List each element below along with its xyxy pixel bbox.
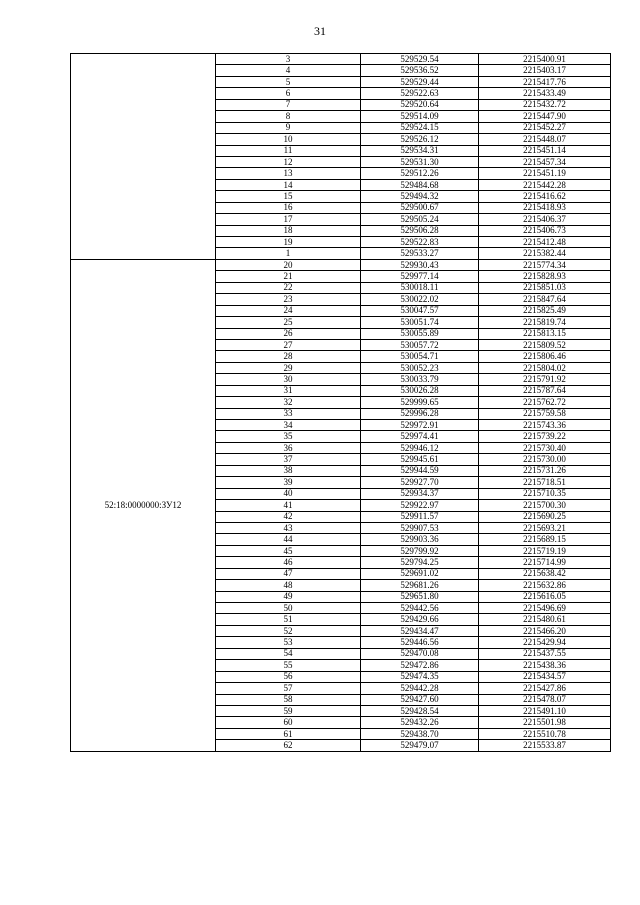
point-number-cell: 36 bbox=[216, 442, 361, 453]
x-coordinate-cell: 529977.14 bbox=[361, 271, 479, 282]
x-coordinate-cell: 529533.27 bbox=[361, 248, 479, 259]
x-coordinate-cell: 529927.70 bbox=[361, 477, 479, 488]
y-coordinate-cell: 2215412.48 bbox=[479, 237, 611, 248]
point-number-cell: 53 bbox=[216, 637, 361, 648]
point-number-cell: 14 bbox=[216, 179, 361, 190]
y-coordinate-cell: 2215400.91 bbox=[479, 54, 611, 65]
point-number-cell: 57 bbox=[216, 683, 361, 694]
y-coordinate-cell: 2215616.05 bbox=[479, 591, 611, 602]
x-coordinate-cell: 529529.54 bbox=[361, 54, 479, 65]
y-coordinate-cell: 2215418.93 bbox=[479, 202, 611, 213]
x-coordinate-cell: 529494.32 bbox=[361, 191, 479, 202]
point-number-cell: 28 bbox=[216, 351, 361, 362]
x-coordinate-cell: 529946.12 bbox=[361, 442, 479, 453]
x-coordinate-cell: 529922.97 bbox=[361, 500, 479, 511]
x-coordinate-cell: 529438.70 bbox=[361, 728, 479, 739]
point-number-cell: 12 bbox=[216, 156, 361, 167]
y-coordinate-cell: 2215710.35 bbox=[479, 488, 611, 499]
point-number-cell: 41 bbox=[216, 500, 361, 511]
y-coordinate-cell: 2215804.02 bbox=[479, 362, 611, 373]
y-coordinate-cell: 2215480.61 bbox=[479, 614, 611, 625]
y-coordinate-cell: 2215718.51 bbox=[479, 477, 611, 488]
y-coordinate-cell: 2215739.22 bbox=[479, 431, 611, 442]
x-coordinate-cell: 529794.25 bbox=[361, 557, 479, 568]
x-coordinate-cell: 529472.86 bbox=[361, 660, 479, 671]
x-coordinate-cell: 529442.28 bbox=[361, 683, 479, 694]
point-number-cell: 11 bbox=[216, 145, 361, 156]
point-number-cell: 34 bbox=[216, 420, 361, 431]
y-coordinate-cell: 2215774.34 bbox=[479, 259, 611, 270]
x-coordinate-cell: 530047.57 bbox=[361, 305, 479, 316]
x-coordinate-cell: 529907.53 bbox=[361, 522, 479, 533]
point-number-cell: 45 bbox=[216, 545, 361, 556]
x-coordinate-cell: 529479.07 bbox=[361, 740, 479, 751]
y-coordinate-cell: 2215403.17 bbox=[479, 65, 611, 76]
y-coordinate-cell: 2215533.87 bbox=[479, 740, 611, 751]
y-coordinate-cell: 2215806.46 bbox=[479, 351, 611, 362]
y-coordinate-cell: 2215451.19 bbox=[479, 168, 611, 179]
point-number-cell: 31 bbox=[216, 385, 361, 396]
point-number-cell: 18 bbox=[216, 225, 361, 236]
x-coordinate-cell: 529944.59 bbox=[361, 465, 479, 476]
y-coordinate-cell: 2215759.58 bbox=[479, 408, 611, 419]
y-coordinate-cell: 2215501.98 bbox=[479, 717, 611, 728]
y-coordinate-cell: 2215496.69 bbox=[479, 603, 611, 614]
x-coordinate-cell: 529531.30 bbox=[361, 156, 479, 167]
x-coordinate-cell: 529524.15 bbox=[361, 122, 479, 133]
point-number-cell: 30 bbox=[216, 374, 361, 385]
x-coordinate-cell: 529514.09 bbox=[361, 111, 479, 122]
table-row bbox=[71, 259, 611, 270]
x-coordinate-cell: 529974.41 bbox=[361, 431, 479, 442]
y-coordinate-cell: 2215791.92 bbox=[479, 374, 611, 385]
point-number-cell: 19 bbox=[216, 237, 361, 248]
point-number-cell: 7 bbox=[216, 99, 361, 110]
y-coordinate-cell: 2215828.93 bbox=[479, 271, 611, 282]
point-number-cell: 40 bbox=[216, 488, 361, 499]
x-coordinate-cell: 529512.26 bbox=[361, 168, 479, 179]
x-coordinate-cell: 529474.35 bbox=[361, 671, 479, 682]
y-coordinate-cell: 2215433.49 bbox=[479, 88, 611, 99]
x-coordinate-cell: 530057.72 bbox=[361, 339, 479, 350]
point-number-cell: 48 bbox=[216, 580, 361, 591]
x-coordinate-cell: 529651.80 bbox=[361, 591, 479, 602]
x-coordinate-cell: 529428.54 bbox=[361, 705, 479, 716]
parcel-cadastral-number bbox=[71, 54, 216, 260]
x-coordinate-cell: 529681.26 bbox=[361, 580, 479, 591]
point-number-cell: 43 bbox=[216, 522, 361, 533]
y-coordinate-cell: 2215451.14 bbox=[479, 145, 611, 156]
y-coordinate-cell: 2215438.36 bbox=[479, 660, 611, 671]
y-coordinate-cell: 2215689.15 bbox=[479, 534, 611, 545]
y-coordinate-cell: 2215690.25 bbox=[479, 511, 611, 522]
x-coordinate-cell: 529522.83 bbox=[361, 237, 479, 248]
x-coordinate-cell: 530055.89 bbox=[361, 328, 479, 339]
point-number-cell: 5 bbox=[216, 76, 361, 87]
point-number-cell: 38 bbox=[216, 465, 361, 476]
y-coordinate-cell: 2215432.72 bbox=[479, 99, 611, 110]
x-coordinate-cell: 529999.65 bbox=[361, 397, 479, 408]
x-coordinate-cell: 529526.12 bbox=[361, 134, 479, 145]
point-number-cell: 3 bbox=[216, 54, 361, 65]
point-number-cell: 24 bbox=[216, 305, 361, 316]
y-coordinate-cell: 2215819.74 bbox=[479, 317, 611, 328]
coordinates-table-body bbox=[71, 54, 611, 752]
x-coordinate-cell: 529500.67 bbox=[361, 202, 479, 213]
point-number-cell: 59 bbox=[216, 705, 361, 716]
y-coordinate-cell: 2215427.86 bbox=[479, 683, 611, 694]
x-coordinate-cell: 529536.52 bbox=[361, 65, 479, 76]
x-coordinate-cell: 529470.08 bbox=[361, 648, 479, 659]
x-coordinate-cell: 529911.57 bbox=[361, 511, 479, 522]
y-coordinate-cell: 2215638.42 bbox=[479, 568, 611, 579]
point-number-cell: 27 bbox=[216, 339, 361, 350]
y-coordinate-cell: 2215457.34 bbox=[479, 156, 611, 167]
x-coordinate-cell: 529434.47 bbox=[361, 625, 479, 636]
point-number-cell: 8 bbox=[216, 111, 361, 122]
point-number-cell: 49 bbox=[216, 591, 361, 602]
point-number-cell: 58 bbox=[216, 694, 361, 705]
x-coordinate-cell: 530018.11 bbox=[361, 282, 479, 293]
point-number-cell: 32 bbox=[216, 397, 361, 408]
y-coordinate-cell: 2215851.03 bbox=[479, 282, 611, 293]
y-coordinate-cell: 2215719.19 bbox=[479, 545, 611, 556]
point-number-cell: 29 bbox=[216, 362, 361, 373]
point-number-cell: 16 bbox=[216, 202, 361, 213]
x-coordinate-cell: 530054.71 bbox=[361, 351, 479, 362]
point-number-cell: 15 bbox=[216, 191, 361, 202]
point-number-cell: 51 bbox=[216, 614, 361, 625]
y-coordinate-cell: 2215743.36 bbox=[479, 420, 611, 431]
point-number-cell: 52 bbox=[216, 625, 361, 636]
y-coordinate-cell: 2215434.57 bbox=[479, 671, 611, 682]
y-coordinate-cell: 2215417.76 bbox=[479, 76, 611, 87]
x-coordinate-cell: 529930.43 bbox=[361, 259, 479, 270]
y-coordinate-cell: 2215416.62 bbox=[479, 191, 611, 202]
point-number-cell: 10 bbox=[216, 134, 361, 145]
y-coordinate-cell: 2215787.64 bbox=[479, 385, 611, 396]
page-number: 31 bbox=[314, 24, 326, 38]
x-coordinate-cell: 530033.79 bbox=[361, 374, 479, 385]
point-number-cell: 62 bbox=[216, 740, 361, 751]
y-coordinate-cell: 2215510.78 bbox=[479, 728, 611, 739]
y-coordinate-cell: 2215448.07 bbox=[479, 134, 611, 145]
x-coordinate-cell: 529799.92 bbox=[361, 545, 479, 556]
x-coordinate-cell: 529972.91 bbox=[361, 420, 479, 431]
point-number-cell: 54 bbox=[216, 648, 361, 659]
point-number-cell: 35 bbox=[216, 431, 361, 442]
x-coordinate-cell: 529529.44 bbox=[361, 76, 479, 87]
point-number-cell: 55 bbox=[216, 660, 361, 671]
point-number-cell: 42 bbox=[216, 511, 361, 522]
y-coordinate-cell: 2215466.20 bbox=[479, 625, 611, 636]
x-coordinate-cell: 529427.60 bbox=[361, 694, 479, 705]
x-coordinate-cell: 529446.56 bbox=[361, 637, 479, 648]
y-coordinate-cell: 2215714.99 bbox=[479, 557, 611, 568]
point-number-cell: 39 bbox=[216, 477, 361, 488]
point-number-cell: 9 bbox=[216, 122, 361, 133]
point-number-cell: 47 bbox=[216, 568, 361, 579]
y-coordinate-cell: 2215813.15 bbox=[479, 328, 611, 339]
x-coordinate-cell: 529934.37 bbox=[361, 488, 479, 499]
point-number-cell: 37 bbox=[216, 454, 361, 465]
x-coordinate-cell: 529903.36 bbox=[361, 534, 479, 545]
point-number-cell: 1 bbox=[216, 248, 361, 259]
x-coordinate-cell: 529484.68 bbox=[361, 179, 479, 190]
y-coordinate-cell: 2215447.90 bbox=[479, 111, 611, 122]
x-coordinate-cell: 530051.74 bbox=[361, 317, 479, 328]
y-coordinate-cell: 2215809.52 bbox=[479, 339, 611, 350]
point-number-cell: 21 bbox=[216, 271, 361, 282]
x-coordinate-cell: 529996.28 bbox=[361, 408, 479, 419]
y-coordinate-cell: 2215491.10 bbox=[479, 705, 611, 716]
x-coordinate-cell: 529691.02 bbox=[361, 568, 479, 579]
point-number-cell: 33 bbox=[216, 408, 361, 419]
y-coordinate-cell: 2215452.27 bbox=[479, 122, 611, 133]
y-coordinate-cell: 2215847.64 bbox=[479, 294, 611, 305]
x-coordinate-cell: 530026.28 bbox=[361, 385, 479, 396]
point-number-cell: 26 bbox=[216, 328, 361, 339]
point-number-cell: 6 bbox=[216, 88, 361, 99]
coordinates-table bbox=[70, 53, 611, 752]
y-coordinate-cell: 2215406.73 bbox=[479, 225, 611, 236]
point-number-cell: 4 bbox=[216, 65, 361, 76]
x-coordinate-cell: 529522.63 bbox=[361, 88, 479, 99]
y-coordinate-cell: 2215406.37 bbox=[479, 214, 611, 225]
x-coordinate-cell: 529432.26 bbox=[361, 717, 479, 728]
point-number-cell: 17 bbox=[216, 214, 361, 225]
x-coordinate-cell: 530022.02 bbox=[361, 294, 479, 305]
y-coordinate-cell: 2215478.07 bbox=[479, 694, 611, 705]
y-coordinate-cell: 2215730.00 bbox=[479, 454, 611, 465]
x-coordinate-cell: 529505.24 bbox=[361, 214, 479, 225]
x-coordinate-cell: 529429.66 bbox=[361, 614, 479, 625]
point-number-cell: 25 bbox=[216, 317, 361, 328]
y-coordinate-cell: 2215437.55 bbox=[479, 648, 611, 659]
x-coordinate-cell: 529534.31 bbox=[361, 145, 479, 156]
table-row bbox=[71, 54, 611, 65]
y-coordinate-cell: 2215825.49 bbox=[479, 305, 611, 316]
y-coordinate-cell: 2215382.44 bbox=[479, 248, 611, 259]
point-number-cell: 46 bbox=[216, 557, 361, 568]
point-number-cell: 13 bbox=[216, 168, 361, 179]
point-number-cell: 22 bbox=[216, 282, 361, 293]
y-coordinate-cell: 2215632.86 bbox=[479, 580, 611, 591]
point-number-cell: 61 bbox=[216, 728, 361, 739]
x-coordinate-cell: 529520.64 bbox=[361, 99, 479, 110]
point-number-cell: 20 bbox=[216, 259, 361, 270]
y-coordinate-cell: 2215762.72 bbox=[479, 397, 611, 408]
y-coordinate-cell: 2215731.26 bbox=[479, 465, 611, 476]
y-coordinate-cell: 2215429.94 bbox=[479, 637, 611, 648]
y-coordinate-cell: 2215700.30 bbox=[479, 500, 611, 511]
point-number-cell: 50 bbox=[216, 603, 361, 614]
y-coordinate-cell: 2215442.28 bbox=[479, 179, 611, 190]
x-coordinate-cell: 529945.61 bbox=[361, 454, 479, 465]
point-number-cell: 44 bbox=[216, 534, 361, 545]
point-number-cell: 60 bbox=[216, 717, 361, 728]
x-coordinate-cell: 529442.56 bbox=[361, 603, 479, 614]
point-number-cell: 56 bbox=[216, 671, 361, 682]
x-coordinate-cell: 529506.28 bbox=[361, 225, 479, 236]
parcel-cadastral-number: 52:18:0000000:ЗУ12 bbox=[71, 259, 216, 751]
y-coordinate-cell: 2215730.40 bbox=[479, 442, 611, 453]
x-coordinate-cell: 530052.23 bbox=[361, 362, 479, 373]
point-number-cell: 23 bbox=[216, 294, 361, 305]
y-coordinate-cell: 2215693.21 bbox=[479, 522, 611, 533]
